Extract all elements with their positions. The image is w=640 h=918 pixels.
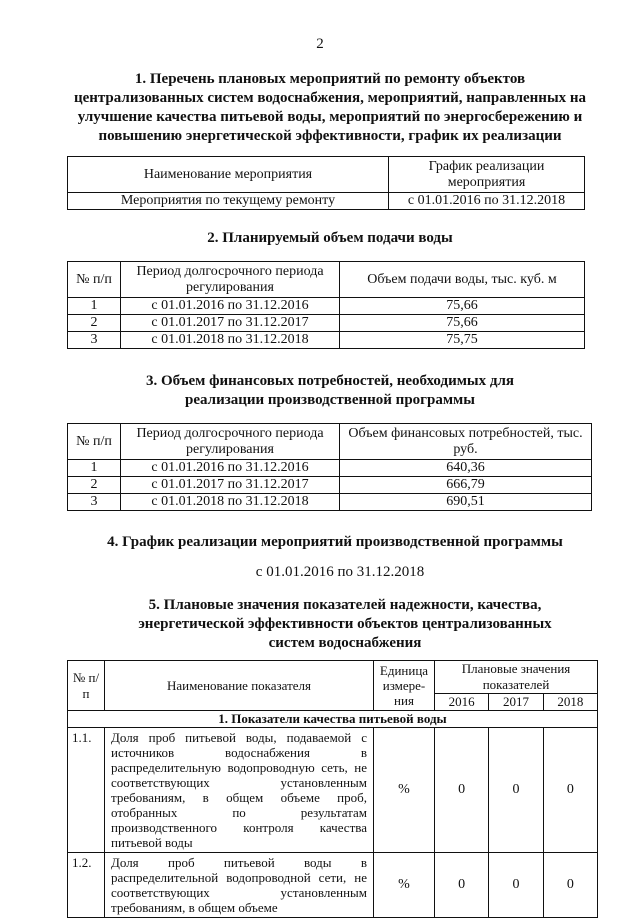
table-row xyxy=(68,193,585,210)
table-header-row xyxy=(68,661,598,694)
section2-table xyxy=(67,261,585,349)
cell-finance: 690,51 xyxy=(340,494,592,511)
cell-indicator: Доля проб питьевой воды в распределительной водопроводной сети, не соответствующих установленным требованиям, в общем объеме xyxy=(105,853,374,918)
table-row xyxy=(68,298,585,315)
header-cell-period: Период долгосрочного периода регулирования xyxy=(121,262,340,298)
table-header-row xyxy=(68,262,585,298)
cell-num: 2 xyxy=(68,477,121,494)
section1-title-line: улучшение качества питьевой воды, мероприятий по энергосбережению и xyxy=(77,109,583,125)
cell-volume: 75,75 xyxy=(340,332,585,349)
cell-period: с 01.01.2017 по 31.12.2017 xyxy=(121,477,340,494)
cell-measure: Мероприятия по текущему ремонту xyxy=(68,193,389,210)
header-cell-unit: Единица измере-ния xyxy=(374,661,435,711)
page-number: 2 xyxy=(316,36,324,52)
cell-num: 1 xyxy=(68,460,121,477)
cell-value-2018: 0 xyxy=(543,728,597,853)
header-cell-volume: Объем подачи воды, тыс. куб. м xyxy=(340,262,585,298)
cell-period: с 01.01.2018 по 31.12.2018 xyxy=(121,332,340,349)
header-cell-year: 2018 xyxy=(543,694,597,711)
header-cell-year: 2017 xyxy=(489,694,543,711)
cell-num: 1 xyxy=(68,298,121,315)
section3-title-line: 3. Объем финансовых потребностей, необходимых для xyxy=(145,373,515,389)
section4-title-line: 4. График реализации мероприятий производственной программы xyxy=(107,534,563,550)
section1-title-line: централизованных систем водоснабжения, мероприятий, направленных на xyxy=(73,90,587,106)
cell-num: 3 xyxy=(68,332,121,349)
header-cell-indicator: Наименование показателя xyxy=(105,661,374,711)
section5-title-line: 5. Плановые значения показателей надежности, качества, xyxy=(148,597,542,613)
table-row xyxy=(68,853,598,918)
cell-period: с 01.01.2018 по 31.12.2018 xyxy=(121,494,340,511)
section3-title xyxy=(60,372,600,410)
table-row xyxy=(68,315,585,332)
cell-value-2017: 0 xyxy=(489,728,543,853)
table-row xyxy=(68,477,592,494)
section5-table xyxy=(67,660,598,918)
cell-value-2016: 0 xyxy=(435,853,489,918)
header-cell-planned: Плановые значения показателей xyxy=(435,661,598,694)
section4-title xyxy=(50,533,620,552)
section4-period: с 01.01.2016 по 31.12.2018 xyxy=(255,564,425,580)
table-header-row xyxy=(68,157,585,193)
table-row xyxy=(68,494,592,511)
cell-period: с 01.01.2016 по 31.12.2016 xyxy=(121,298,340,315)
header-cell-measure: Наименование мероприятия xyxy=(68,157,389,193)
section1-title xyxy=(60,70,600,146)
section1-title-line: 1. Перечень плановых мероприятий по ремонту объектов xyxy=(134,71,526,87)
subsection-title: 1. Показатели качества питьевой воды xyxy=(68,711,598,728)
header-cell-finance: Объем финансовых потребностей, тыс. руб. xyxy=(340,424,592,460)
header-cell-schedule: График реализации мероприятия xyxy=(389,157,585,193)
cell-indicator: Доля проб питьевой воды, подаваемой с источников водоснабжения в распределительную водопроводную сеть, не соответствующих установленным требованиям, в общем объеме проб, отобранных по результатам производственного контроля качества питьевой воды xyxy=(105,728,374,853)
cell-schedule: с 01.01.2016 по 31.12.2018 xyxy=(389,193,585,210)
cell-period: с 01.01.2017 по 31.12.2017 xyxy=(121,315,340,332)
header-cell-num: № п/п xyxy=(68,262,121,298)
section3-title-line: реализации производственной программы xyxy=(185,392,475,408)
section2-title xyxy=(60,229,600,248)
cell-num: 3 xyxy=(68,494,121,511)
cell-num: 2 xyxy=(68,315,121,332)
cell-volume: 75,66 xyxy=(340,298,585,315)
table-header-row xyxy=(68,424,592,460)
table-row xyxy=(68,460,592,477)
cell-finance: 640,36 xyxy=(340,460,592,477)
header-cell-period: Период долгосрочного периода регулирования xyxy=(121,424,340,460)
header-cell-num: № п/п xyxy=(68,424,121,460)
header-cell-year: 2016 xyxy=(435,694,489,711)
section5-title-line: систем водоснабжения xyxy=(268,635,422,651)
cell-value-2016: 0 xyxy=(435,728,489,853)
subsection-row xyxy=(68,711,598,728)
cell-period: с 01.01.2016 по 31.12.2016 xyxy=(121,460,340,477)
cell-value-2018: 0 xyxy=(543,853,597,918)
header-cell-num: № п/п xyxy=(68,661,105,711)
section3-table xyxy=(67,423,592,511)
table-row xyxy=(68,332,585,349)
section2-title-line: 2. Планируемый объем подачи воды xyxy=(207,230,453,246)
section1-table xyxy=(67,156,585,210)
cell-num: 1.2. xyxy=(68,853,105,918)
cell-unit: % xyxy=(374,853,435,918)
section5-title-line: энергетической эффективности объектов централизованных xyxy=(138,616,552,632)
cell-finance: 666,79 xyxy=(340,477,592,494)
cell-num: 1.1. xyxy=(68,728,105,853)
cell-volume: 75,66 xyxy=(340,315,585,332)
table-row xyxy=(68,728,598,853)
section5-title xyxy=(75,596,615,653)
cell-unit: % xyxy=(374,728,435,853)
cell-value-2017: 0 xyxy=(489,853,543,918)
section1-title-line: повышению энергетической эффективности, график их реализации xyxy=(98,128,562,144)
